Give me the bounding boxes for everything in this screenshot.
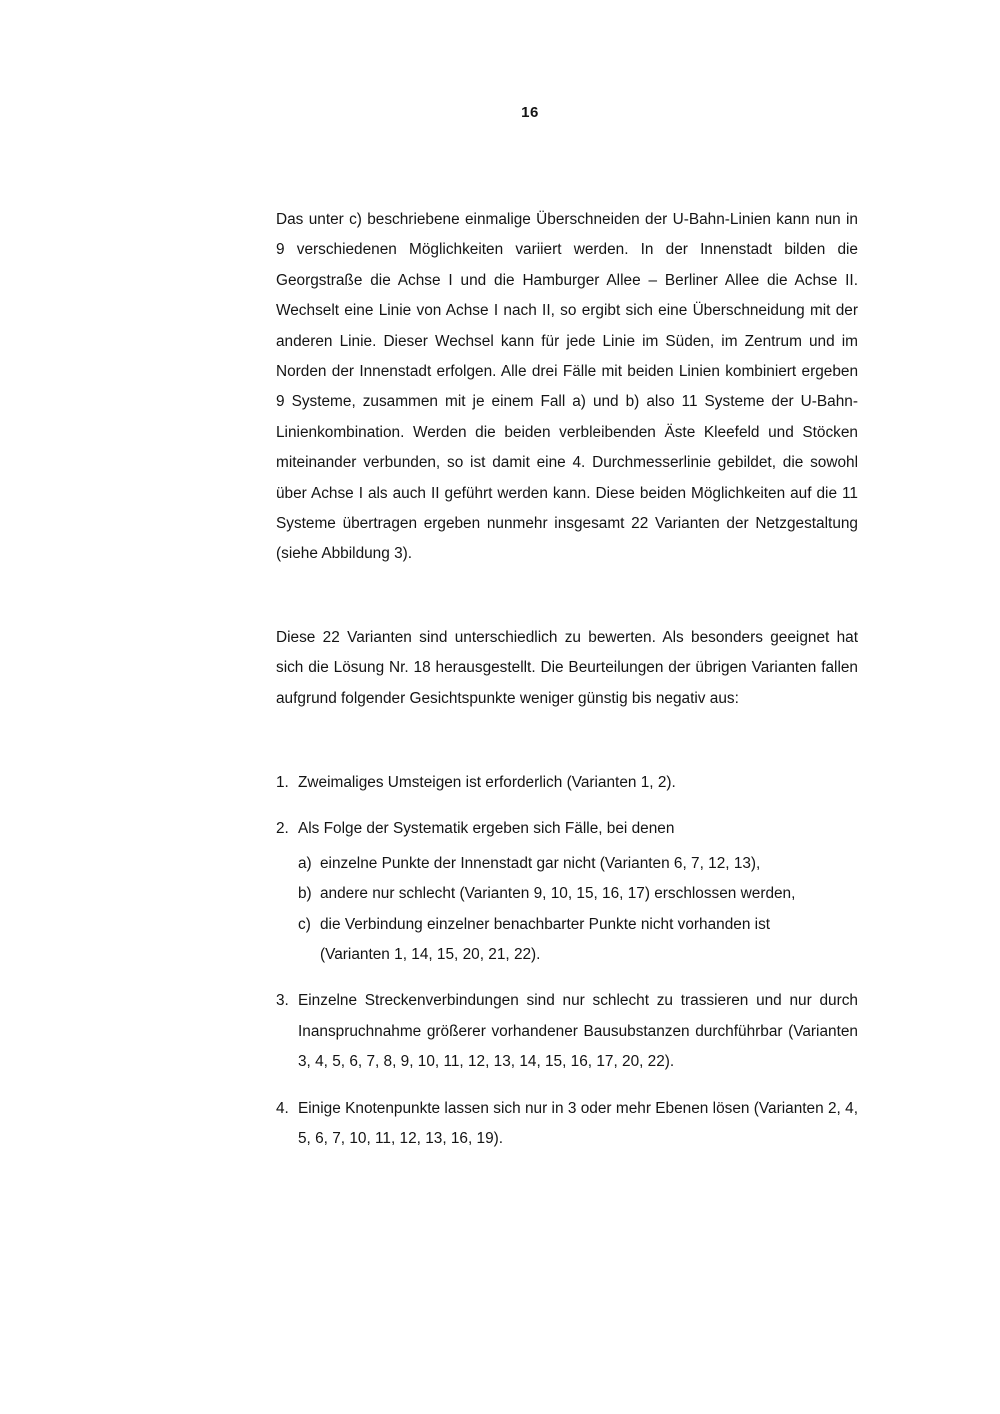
sub-list [298, 849, 858, 971]
sub-item-content [320, 910, 858, 971]
sub-item-text: einzelne Punkte der Innenstadt gar nicht (Varianten 6, 7, 12, 13), [320, 854, 761, 872]
sub-item-letter: a) [298, 854, 312, 872]
criteria-list [276, 768, 858, 1170]
sub-item-letter: c) [298, 915, 311, 933]
sub-item-letter: b) [298, 885, 312, 903]
list-item-text: Zweimaliges Umsteigen ist erforderlich (Varianten 1, 2). [298, 774, 676, 791]
sub-list-item [298, 910, 858, 971]
list-item [276, 986, 858, 1077]
list-item [276, 814, 858, 970]
list-item-content [298, 814, 858, 970]
page-number: 16 [521, 104, 539, 121]
list-item [276, 1094, 858, 1155]
list-item-number: 3. [276, 992, 289, 1010]
list-item-text: Als Folge der Systematik ergeben sich Fälle, bei denen [298, 820, 675, 838]
sub-item-text: andere nur schlecht (Varianten 9, 10, 15, 16, 17) erschlossen werden, [320, 885, 796, 903]
list-item [276, 768, 858, 798]
sub-list-item [298, 849, 858, 879]
sub-item-text: die Verbindung einzelner benachbarter Punkte nicht vorhanden ist [320, 915, 771, 933]
list-item-text: Einzelne Streckenverbindungen sind nur schlecht zu trassieren und nur durch Inanspruchnahme größerer vorhandener Bausubstanzen durchführbar (Varianten 3, 4, 5, 6, 7, 8, 9, 10, 11, 12, 13, 14, 15, 16, 17, 20, 22). [298, 992, 858, 1071]
sub-list-item [298, 879, 858, 909]
list-item-number: 4. [276, 1099, 289, 1117]
list-item-text: Einige Knotenpunkte lassen sich nur in 3 oder mehr Ebenen lösen (Varianten 2, 4, 5, 6, 7, 10, 11, 12, 13, 16, 19). [298, 1099, 858, 1148]
paragraph-evaluation: Diese 22 Varianten sind unterschiedlich zu bewerten. Als besonders geeignet hat sich die Lösung Nr. 18 herausgestellt. Die Beurteilungen der übrigen Varianten fallen aufgrund folgender Gesichtspunkte weniger günstig bis negativ aus: [276, 629, 858, 707]
list-item-number: 1. [276, 774, 289, 791]
sub-item-continuation: (Varianten 1, 14, 15, 20, 21, 22). [320, 946, 541, 964]
paragraph-variants-description: Das unter c) beschriebene einmalige Überschneiden der U-Bahn-Linien kann nun in 9 verschiedenen Möglichkeiten variiert werden. In der Innenstadt bilden die Georgstraße die Achse I und die Hamburger Allee – Berliner Allee die Achse II. Wechselt eine Linie von Achse I nach II, so ergibt sich eine Überschneidung mit der anderen Linie. Dieser Wechsel kann für jede Linie im Süden, im Zentrum und im Norden der Innenstadt erfolgen. Alle drei Fälle mit beiden Linien kombiniert ergeben 9 Systeme, zusammen mit je einem Fall a) und b) also 11 Systeme der U-Bahn-Linienkombination. Werden die beiden verbleibenden Äste Kleefeld und Stöcken miteinander verbunden, so ist damit eine 4. Durchmesserlinie gebildet, die sowohl über Achse I als auch II geführt werden kann. Diese beiden Möglichkeiten auf die 11 Systeme übertragen ergeben nunmehr insgesamt 22 Varianten der Netzgestaltung (siehe Abbildung 3). [276, 211, 858, 563]
list-item-number: 2. [276, 820, 289, 838]
